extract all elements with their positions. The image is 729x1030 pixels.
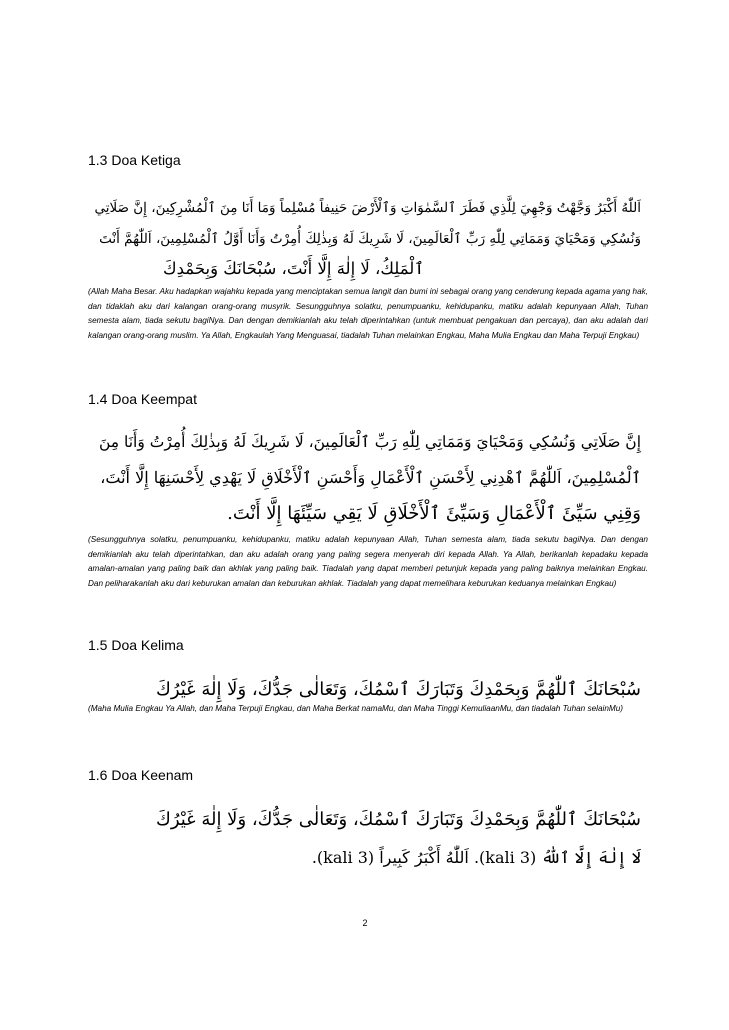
- arabic-line: وَنُسُكِي وَمَحْيَايَ وَمَمَاتِي لِلّٰهِ رَبِّ ٱلْعَالَمِينَ، لَا شَرِيكَ لَهُ وَبِذٰلِكَ أُمِرْتُ وَأَنَا أَوَّلُ ٱلْمُسْلِمِينَ، اَللّٰهُمَّ أَنْتَ: [99, 231, 641, 247]
- translation-paragraph: (Sesungguhnya solatku, penumpuanku, kehidupanku, matiku adalah kepunyaan Allah, Tuhan semesta alam, tiada sekutu bagiNya. Dan dengan demikianlah aku telah diperintahkan, dan aku adalah orang yang paling segera menyerah diri kepada Allah. Ya Allah, berikanlah kepadaku kepada amalan-amalan yang paling baik dan akhlak yang paling baik. Tiadalah yang dapat memberi petunjuk kepada yang paling baiknya melainkan Engkau. Dan peliharakanlah aku dari keburukan amalan dan keburukan akhlak. Tiadalah yang dapat memelihara keburukan keduanya melainkan Engkau): [88, 535, 648, 588]
- arabic-line: ٱلْمَلِكُ، لَا إِلٰهَ إِلَّا أَنْتَ، سُبْحَانَكَ وَبِحَمْدِكَ: [163, 259, 424, 278]
- section-heading-doa-ketiga: 1.3 Doa Ketiga: [88, 152, 181, 168]
- translation-paragraph: (Maha Mulia Engkau Ya Allah, dan Maha Terpuji Engkau, dan Maha Berkat namaMu, dan Maha Tinggi KemuliaanMu, dan tiadalah Tuhan selainMu): [88, 704, 624, 713]
- page-number: 2: [362, 918, 368, 928]
- section-heading-doa-keenam: 1.6 Doa Keenam: [88, 767, 194, 783]
- section-heading-doa-kelima: 1.5 Doa Kelima: [88, 637, 184, 653]
- arabic-line: ٱلْمُسْلِمِينَ، اَللّٰهُمَّ ٱهْدِنِي لِأَحْسَنِ ٱلْأَعْمَالِ وَأَحْسَنِ ٱلْأَخْلَاقِ لَا يَهْدِي لِأَحْسَنِهَا إِلَّا أَنْتَ،: [100, 468, 641, 487]
- translation-paragraph: (Allah Maha Besar. Aku hadapkan wajahku kepada yang menciptakan semua langit dan bumi ini sebagai orang yang cenderung kepada agama yang hak, dan tidaklah aku dari kalangan orang-orang musyrik. Sesungguhnya solatku, penumpuanku, kehidupanku, matiku adalah kepunyaan Allah, Tuhan semesta alam, tiada sekutu bagiNya. Dan dengan demikianlah aku telah diperintahkan (untuk membuat pengakuan dan percaya), dan aku adalah dari kalangan orang-orang muslim. Ya Allah, Engkaulah Yang Menguasai, tiadalah Tuhan melainkan Engkau, Maha Mulia Engkau dan Maha Terpuji Engkau): [88, 287, 648, 340]
- arabic-line: لَا إِلٰهَ إِلَّا ٱللّٰهُ (3 kali). اَللّٰهُ أَكْبَرُ كَبِيراً (3 kali).: [311, 848, 641, 867]
- arabic-line: اَللّٰهُ أَكْبَرُ وَجَّهْتُ وَجْهِيَ لِلَّذِي فَطَرَ ٱلسَّمٰوَاتِ وَٱلْأَرْضَ حَنِيفاً مُسْلِماً وَمَا أَنَا مِنَ ٱلْمُشْرِكِينَ، إِنَّ صَلَاتِي: [94, 200, 641, 216]
- arabic-line: إِنَّ صَلَاتِي وَنُسُكِي وَمَحْيَايَ وَمَمَاتِي لِلّٰهِ رَبِّ ٱلْعَالَمِينَ، لَا شَرِيكَ لَهُ وَبِذٰلِكَ أُمِرْتُ وَأَنَا مِنَ: [98, 433, 641, 451]
- arabic-line: وَقِنِي سَيِّئَ ٱلْأَعْمَالِ وَسَيِّئَ ٱلْأَخْلَاقِ لَا يَقِي سَيِّئَهَا إِلَّا أَنْتَ.: [227, 503, 641, 524]
- arabic-line: سُبْحَانَكَ ٱللّٰهُمَّ وَبِحَمْدِكَ وَتَبَارَكَ ٱسْمُكَ، وَتَعَالٰى جَدُّكَ، وَلَا إِلٰهَ غَيْرُكَ: [155, 679, 641, 700]
- section-heading-doa-keempat: 1.4 Doa Keempat: [88, 391, 197, 407]
- arabic-line: سُبْحَانَكَ ٱللّٰهُمَّ وَبِحَمْدِكَ وَتَبَارَكَ ٱسْمُكَ، وَتَعَالٰى جَدُّكَ، وَلَا إِلٰهَ غَيْرُكَ: [155, 809, 641, 830]
